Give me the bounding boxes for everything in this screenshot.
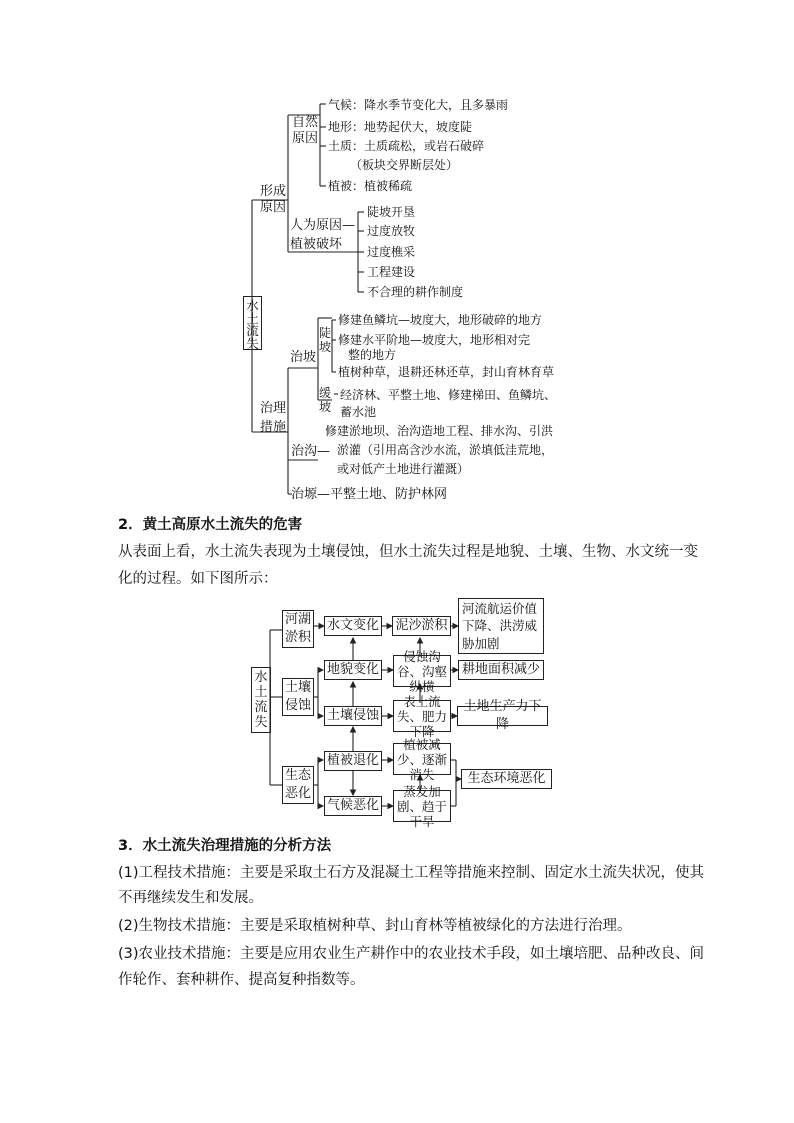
flow-gully-erosion-box	[393, 648, 451, 694]
gentle-label: 缓坡	[319, 386, 332, 414]
natural-item-2: 地形：地势起伏大，坡度陡	[328, 120, 473, 134]
flow-landform-box: 地貌变化	[324, 660, 382, 680]
steep-item-1: 修建鱼鳞坑—坡度大，地形破碎的地方	[338, 313, 543, 327]
flow-land-prod-box: 土地生产力下降	[457, 706, 548, 726]
flow-silt-box: 泥沙淤积	[392, 616, 451, 636]
flow-cat1-box	[282, 610, 314, 648]
flow-river-effect-label: 河流航运价值下降、洪涝威胁加剧	[462, 600, 538, 651]
natural-item-4: 植被：植被稀疏	[328, 179, 413, 193]
section2-para-line2: 化的过程。如下图所示：	[118, 571, 278, 587]
flow-veg-reduce-box	[393, 736, 451, 782]
gully-item-3: 或对低产土地进行灌溉）	[337, 462, 470, 476]
formation-label: 形成原因	[260, 184, 287, 216]
steep-label: 陡坡	[319, 326, 332, 354]
flow-veg-reduce-label: 植被减少、逐渐消失	[396, 736, 447, 782]
section3-p2: (2)生物技术措施：主要是采取植树种草、封山育林等植被绿化的方法进行治理。	[118, 918, 632, 934]
steep-item-2b: 整的地方	[348, 348, 397, 362]
human-item-2: 过度放牧	[367, 224, 416, 238]
section3-p3-line2: 作轮作、套种耕作、提高复种指数等。	[118, 972, 365, 988]
human-label-1: 人为原因—	[290, 218, 356, 233]
flow-farmland-box: 耕地面积减少	[458, 660, 544, 680]
flow-climate-box: 气候恶化	[324, 796, 382, 816]
gully-item-2: 淤灌（引用高含沙水流，淤填低洼荒地，	[337, 443, 554, 457]
tree-root-label: 水土流失	[246, 298, 259, 351]
flow-soil-erosion-box: 土壤侵蚀	[324, 706, 382, 726]
flow-gully-erosion-label: 侵蚀沟谷、沟壑纵横	[396, 648, 447, 694]
section3-heading: 3．水土流失治理措施的分析方法	[118, 838, 332, 854]
flow-river-effect-box	[458, 598, 544, 654]
section2-para-line1: 从表面上看，水土流失表现为土壤侵蚀，但水土流失过程是地貌、土壤、生物、水文统一变	[118, 544, 698, 560]
flow-root-box	[251, 667, 271, 733]
plateau-label: 治塬—平整土地、防护林网	[291, 487, 448, 502]
flow-topsoil-box	[393, 693, 451, 739]
human-item-1: 陡坡开垦	[367, 205, 416, 219]
flow-cat1-label: 河湖淤积	[284, 612, 311, 645]
gully-label: 治沟—	[291, 444, 331, 459]
human-item-4: 工程建设	[367, 265, 416, 279]
flow-hydro-box: 水文变化	[324, 616, 382, 636]
human-item-5: 不合理的耕作制度	[367, 285, 464, 299]
natural-label: 自然原因	[292, 115, 319, 147]
flow-evap-box	[393, 783, 451, 829]
human-item-3: 过度樵采	[367, 245, 416, 259]
section3-p3-line1: (3)农业技术措施：主要是应用农业生产耕作中的农业技术手段，如土壤培肥、品种改良、间	[118, 946, 705, 962]
flow-topsoil-label: 表土流失、肥力下降	[396, 693, 447, 739]
flow-eco-worse-box: 生态环境恶化	[461, 769, 552, 789]
flow-root-label: 水土流失	[254, 670, 268, 730]
flow-cat2-label: 土壤侵蚀	[284, 680, 311, 713]
slope-label: 治坡	[290, 350, 317, 365]
flow-cat3-label: 生态恶化	[284, 768, 311, 801]
flow-evap-label: 蒸发加剧、趋于干旱	[396, 783, 447, 829]
flow-cat3-box	[282, 766, 314, 804]
section3-p1-line1: (1)工程技术措施：主要是采取土石方及混凝土工程等措施来控制、固定水土流失状况，使其	[118, 865, 705, 881]
gentle-item-1b: 蓄水池	[340, 405, 377, 419]
section2-heading: 2．黄土高原水土流失的危害	[118, 517, 303, 533]
gentle-item-1: 经济林、平整土地、修建梯田、鱼鳞坑、	[340, 388, 557, 402]
flow-veg-degrade-box: 植被退化	[324, 751, 382, 771]
flow-cat2-box	[282, 678, 314, 716]
gully-item-1: 修建淤地坝、治沟造地工程、排水沟、引洪	[325, 424, 554, 438]
steep-item-2: 修建水平阶地—坡度大，地形相对完	[338, 333, 531, 347]
natural-item-3: 土质：土质疏松，或岩石破碎	[328, 139, 485, 153]
natural-item-3b: （板块交界断层处）	[350, 158, 459, 172]
human-label-2: 植被破坏	[290, 237, 343, 252]
steep-item-3: 植树种草，退耕还林还草，封山育林育草	[338, 365, 555, 379]
section3-p1-line2: 不再继续发生和发展。	[118, 890, 263, 906]
natural-item-1: 气候：降水季节变化大，且多暴雨	[328, 98, 509, 112]
treatment-label: 治理措施	[260, 401, 287, 435]
